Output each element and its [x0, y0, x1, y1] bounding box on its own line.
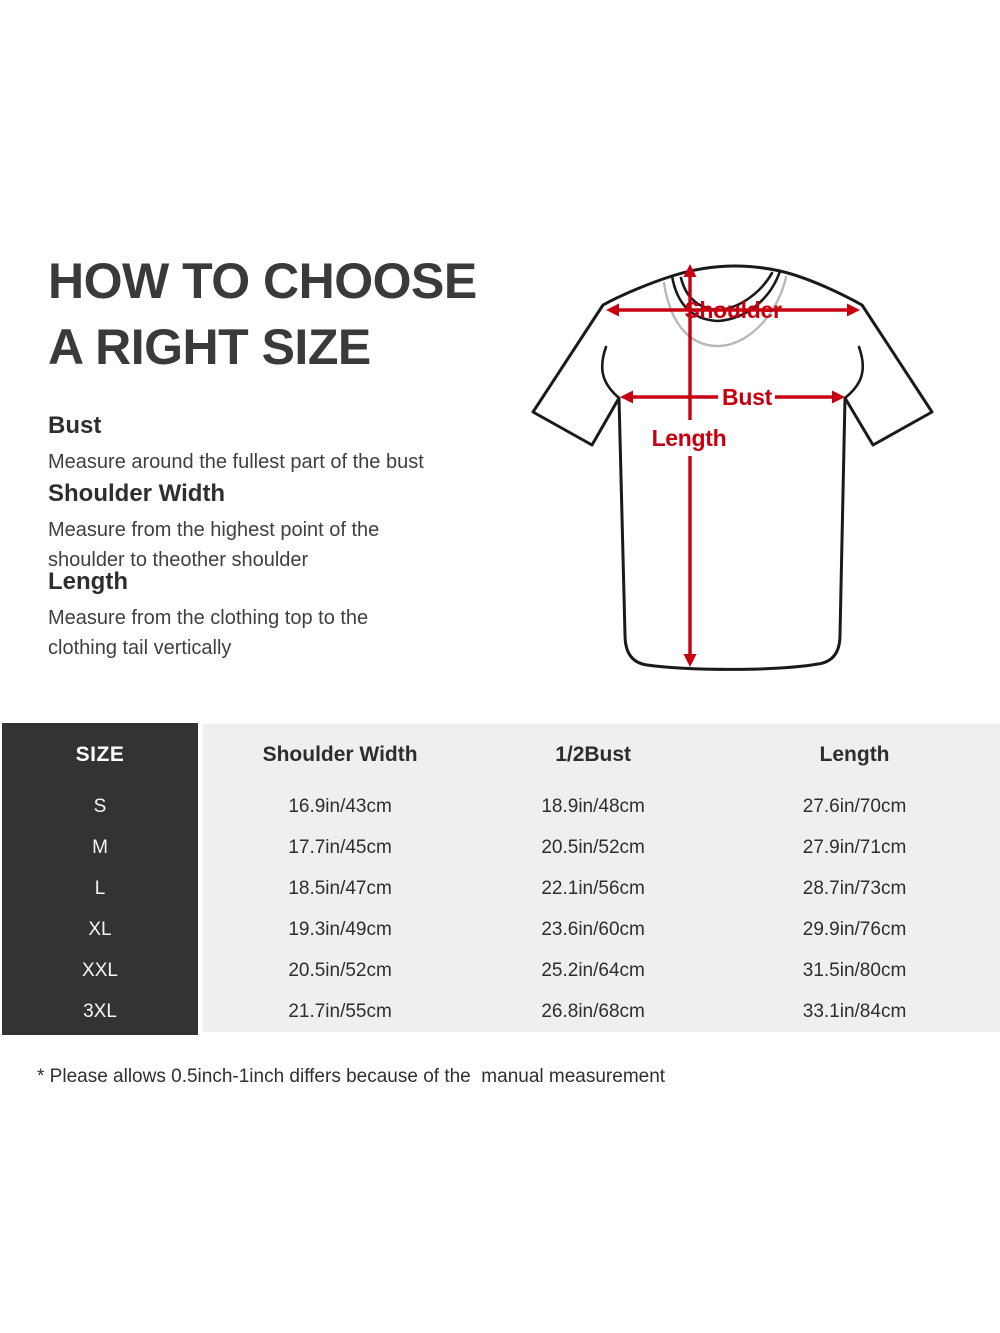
measurement-disclaimer: * Please allows 0.5inch-1inch differs because of the manual measurement [37, 1066, 666, 1087]
table-row-m [203, 827, 1000, 868]
section-bust-text: Measure around the fullest part of the bust [48, 451, 424, 473]
column-header-half-bust: 1/2Bust [555, 743, 632, 766]
cell-m-length: 27.9in/71cm [802, 836, 907, 858]
section-length-heading: Length [48, 568, 128, 595]
section-shoulder-text-line2: shoulder to theother shoulder [48, 549, 309, 571]
page-title [48, 248, 477, 380]
bust-arrow-label: Bust [722, 384, 772, 410]
section-shoulder-heading: Shoulder Width [48, 480, 226, 507]
section-bust [48, 412, 478, 477]
section-bust-heading: Bust [48, 412, 102, 439]
cell-s-length: 27.6in/70cm [802, 795, 907, 817]
cell-l-shoulder: 18.5in/47cm [288, 877, 392, 899]
table-row-xxl [203, 950, 1000, 991]
cell-xxl-shoulder: 20.5in/52cm [288, 959, 392, 981]
column-header-length: Length [819, 743, 890, 766]
size-label-xl: XL [88, 918, 112, 940]
cell-l-bust: 22.1in/56cm [541, 877, 645, 899]
cell-s-shoulder: 16.9in/43cm [288, 795, 392, 817]
cell-3xl-length: 33.1in/84cm [802, 1000, 907, 1022]
cell-3xl-shoulder: 21.7in/55cm [288, 1000, 392, 1022]
section-length [48, 568, 478, 663]
cell-xl-length: 29.9in/76cm [802, 918, 907, 940]
size-label-m: M [92, 836, 108, 858]
table-row-xl [203, 909, 1000, 950]
size-table-size-column [2, 723, 198, 1035]
section-shoulder-width [48, 480, 478, 575]
table-row-3xl [203, 991, 1000, 1032]
page-title-line2: A RIGHT SIZE [48, 319, 371, 375]
section-length-text-line1: Measure from the clothing top to the [48, 607, 369, 629]
page-title-line1: HOW TO CHOOSE [48, 253, 477, 309]
shoulder-arrow-label: Shoulder [684, 297, 782, 323]
section-length-text-line2: clothing tail vertically [48, 637, 232, 659]
size-table-data-area [203, 724, 1000, 1032]
cell-xxl-bust: 25.2in/64cm [541, 959, 645, 981]
size-table-header-row [203, 724, 1000, 786]
cell-m-shoulder: 17.7in/45cm [288, 836, 392, 858]
tshirt-diagram [515, 250, 935, 690]
cell-xl-shoulder: 19.3in/49cm [288, 918, 392, 940]
cell-3xl-bust: 26.8in/68cm [541, 1000, 645, 1022]
size-label-3xl: 3XL [83, 1000, 117, 1022]
cell-m-bust: 20.5in/52cm [541, 836, 645, 858]
size-label-xxl: XXL [82, 959, 118, 981]
cell-xxl-length: 31.5in/80cm [802, 959, 907, 981]
cell-xl-bust: 23.6in/60cm [541, 918, 645, 940]
cell-s-bust: 18.9in/48cm [541, 795, 645, 817]
size-label-l: L [94, 877, 106, 899]
section-shoulder-text-line1: Measure from the highest point of the [48, 519, 380, 541]
table-row-l [203, 868, 1000, 909]
size-column-header: SIZE [75, 742, 125, 766]
length-arrow-label: Length [651, 425, 727, 451]
column-header-shoulder-width: Shoulder Width [262, 743, 418, 766]
size-label-s: S [93, 795, 107, 817]
table-row-s [203, 786, 1000, 827]
cell-l-length: 28.7in/73cm [802, 877, 907, 899]
tshirt-outline [533, 266, 932, 669]
